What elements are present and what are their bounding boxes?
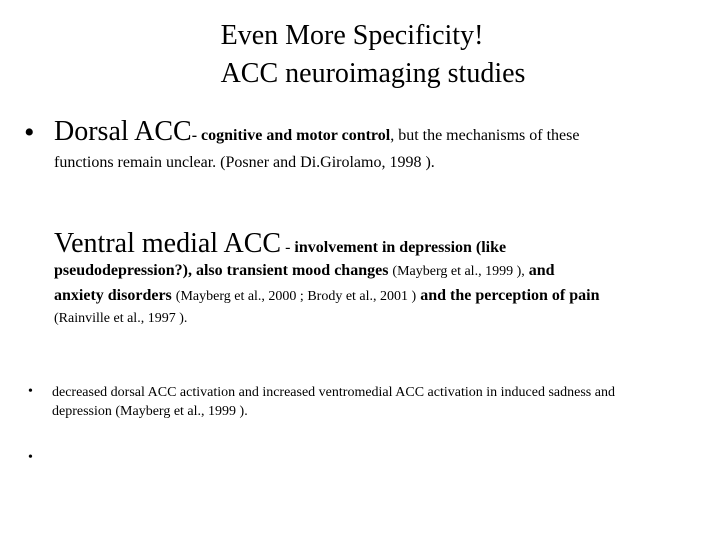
bullet-dot: •	[24, 116, 35, 149]
ventral-separator: -	[281, 239, 295, 256]
ventral-line-3	[54, 287, 599, 305]
dorsal-function: cognitive and motor control	[201, 127, 391, 144]
ventral-involvement: involvement in depression (like	[294, 239, 507, 256]
ventral-l3-bold: anxiety disorders	[54, 287, 176, 304]
slide-title-line-2: ACC neuroimaging studies	[220, 58, 526, 89]
ventral-l3-end: and the perception of pain	[416, 287, 600, 304]
dorsal-acc-line	[54, 116, 579, 148]
slide-title-line-1: Even More Specificity!	[220, 20, 484, 51]
bullet-dot: •	[28, 384, 33, 399]
ventral-acc-line	[54, 228, 506, 260]
finding-line-1: decreased dorsal ACC activation and increased ventromedial ACC activation in induced sadness and	[52, 385, 615, 400]
ventral-line-4: (Rainville et al., 1997 ).	[54, 311, 188, 326]
dorsal-separator: -	[191, 127, 202, 144]
ventral-l2-bold: pseudodepression?), also transient mood changes	[54, 262, 393, 279]
bullet-dot: •	[28, 450, 33, 465]
dorsal-line-2: functions remain unclear. (Posner and Di.Girolamo, 1998 ).	[54, 154, 435, 171]
ventral-l2-end: and	[524, 262, 555, 279]
ventral-acc-heading: Ventral medial ACC	[54, 228, 282, 259]
ventral-l3-ref: (Mayberg et al., 2000 ; Brody et al., 2001 )	[175, 289, 417, 304]
finding-line-2: depression (Mayberg et al., 1999 ).	[52, 404, 248, 419]
dorsal-rest: , but the mechanisms of these	[390, 127, 580, 144]
dorsal-acc-heading: Dorsal ACC	[54, 116, 192, 147]
ventral-l2-ref: (Mayberg et al., 1999 ),	[392, 264, 525, 279]
ventral-line-2	[54, 262, 555, 280]
